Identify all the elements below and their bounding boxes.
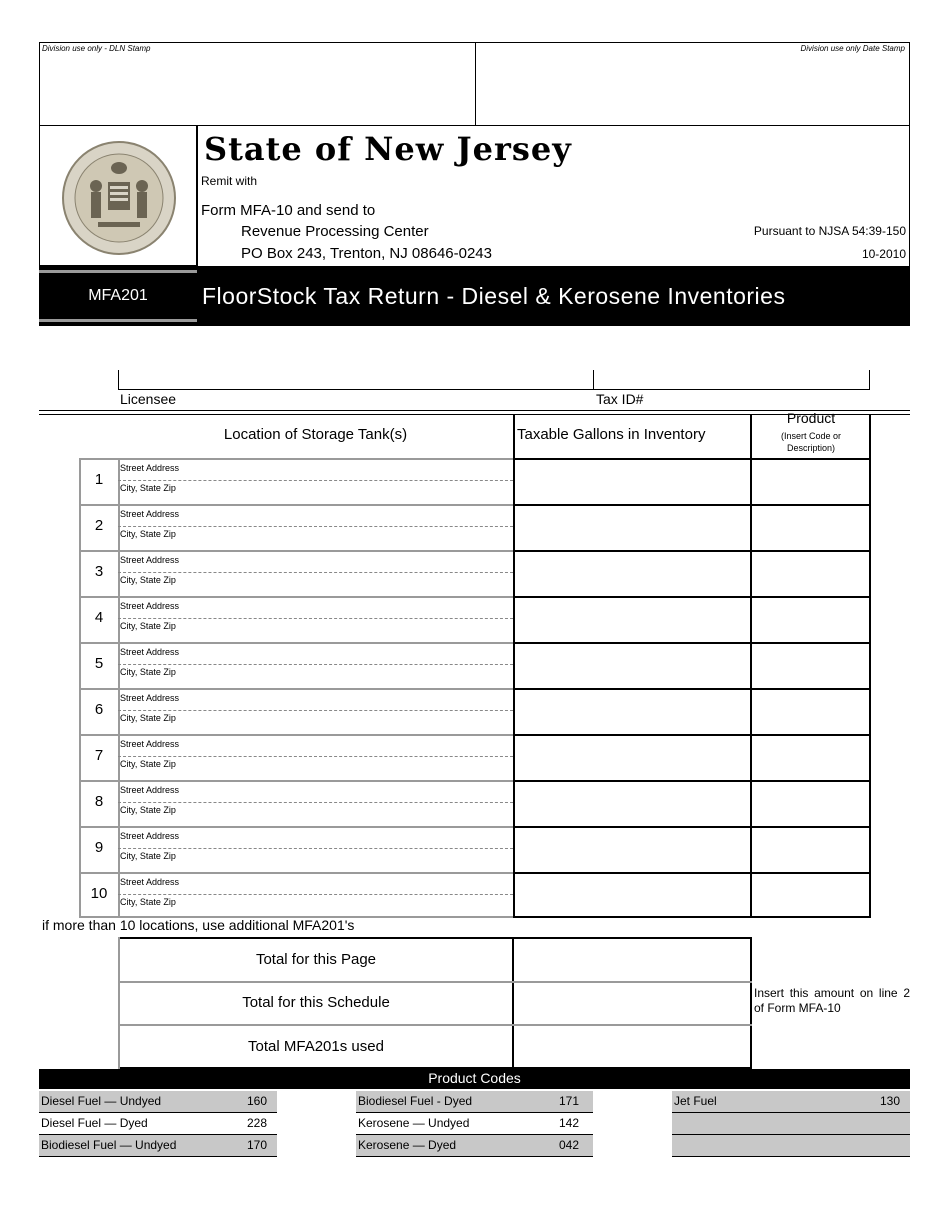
street-address-label: Street Address	[120, 877, 180, 887]
total-used-label: Total MFA201s used	[248, 1038, 384, 1055]
row-number: 3	[94, 563, 104, 580]
street-address-input[interactable]	[180, 553, 510, 571]
product-code: 228	[246, 1116, 267, 1130]
additional-forms-note: if more than 10 locations, use additional MFA201's	[42, 917, 355, 933]
taxid-field[interactable]	[594, 370, 869, 389]
product-code: 042	[558, 1138, 579, 1152]
row-number: 10	[90, 885, 108, 902]
street-address-label: Street Address	[120, 509, 180, 519]
city-state-zip-label: City, State Zip	[120, 759, 176, 769]
product-code: 142	[558, 1116, 579, 1130]
product-code-row	[672, 1113, 910, 1135]
total-schedule-input[interactable]	[514, 983, 750, 1024]
form-title: FloorStock Tax Return - Diesel & Kerosene Inventories	[202, 283, 786, 309]
street-address-input[interactable]	[180, 783, 510, 801]
product-input[interactable]	[751, 550, 871, 596]
gallons-input[interactable]	[513, 780, 752, 826]
city-state-zip-label: City, State Zip	[120, 483, 176, 493]
city-state-zip-label: City, State Zip	[120, 897, 176, 907]
pursuant-text: Pursuant to NJSA 54:39-150	[753, 224, 906, 238]
product-name: Kerosene — Undyed	[358, 1116, 470, 1130]
product-name: Diesel Fuel — Undyed	[41, 1094, 162, 1108]
total-page-input[interactable]	[514, 939, 750, 981]
date-stamp-label: Division use only Date Stamp	[800, 44, 905, 53]
form-id: MFA201	[88, 287, 148, 304]
product-input[interactable]	[751, 780, 871, 826]
taxid-label: Tax ID#	[596, 391, 644, 407]
street-address-input[interactable]	[180, 737, 510, 755]
stamp-area	[39, 42, 910, 126]
state-title: State of New Jersey	[204, 130, 572, 168]
total-page-label: Total for this Page	[255, 951, 377, 968]
col-gallons-header: Taxable Gallons in Inventory	[517, 426, 706, 443]
product-code-row	[672, 1091, 910, 1113]
city-state-zip-input[interactable]	[180, 482, 510, 501]
city-state-zip-label: City, State Zip	[120, 805, 176, 815]
product-input[interactable]	[751, 826, 871, 872]
product-code-row	[39, 1113, 277, 1135]
city-state-zip-label: City, State Zip	[120, 529, 176, 539]
street-address-input[interactable]	[180, 507, 510, 525]
gallons-input[interactable]	[513, 504, 752, 550]
row-number: 2	[94, 517, 104, 534]
city-state-zip-input[interactable]	[180, 896, 510, 915]
product-input[interactable]	[751, 872, 871, 918]
street-address-input[interactable]	[180, 691, 510, 709]
product-code: 130	[879, 1094, 900, 1108]
nj-seal-icon	[40, 126, 198, 266]
licensee-field[interactable]	[119, 370, 593, 389]
product-input[interactable]	[751, 458, 871, 504]
city-state-zip-label: City, State Zip	[120, 851, 176, 861]
row-number: 5	[94, 655, 104, 672]
product-code-row	[356, 1091, 593, 1113]
city-state-zip-input[interactable]	[180, 758, 510, 777]
product-input[interactable]	[751, 596, 871, 642]
product-name: Biodiesel Fuel — Undyed	[41, 1138, 177, 1152]
gallons-input[interactable]	[513, 550, 752, 596]
form-id-box	[39, 266, 197, 326]
product-name: Diesel Fuel — Dyed	[41, 1116, 148, 1130]
col-product-header: Product	[786, 410, 836, 426]
header	[197, 126, 910, 266]
product-code: 170	[246, 1138, 267, 1152]
remit-with: Remit with	[201, 174, 258, 188]
gallons-input[interactable]	[513, 872, 752, 918]
street-address-input[interactable]	[180, 461, 510, 479]
product-name: Kerosene — Dyed	[358, 1138, 457, 1152]
city-state-zip-input[interactable]	[180, 528, 510, 547]
total-used-input[interactable]	[514, 1026, 750, 1067]
seal-box	[39, 126, 197, 266]
product-name: Biodiesel Fuel - Dyed	[358, 1094, 473, 1108]
street-address-input[interactable]	[180, 645, 510, 663]
gallons-input[interactable]	[513, 734, 752, 780]
gallons-input[interactable]	[513, 826, 752, 872]
gallons-input[interactable]	[513, 458, 752, 504]
row-number: 8	[94, 793, 104, 810]
row-number: 6	[94, 701, 104, 718]
col-location-header: Location of Storage Tank(s)	[223, 426, 408, 443]
street-address-label: Street Address	[120, 693, 180, 703]
street-address-label: Street Address	[120, 785, 180, 795]
row-number: 7	[94, 747, 104, 764]
street-address-label: Street Address	[120, 555, 180, 565]
col-product-note: (Insert Code or Description)	[780, 431, 842, 453]
city-state-zip-input[interactable]	[180, 620, 510, 639]
row-number: 4	[94, 609, 104, 626]
gallons-input[interactable]	[513, 596, 752, 642]
product-code-row	[356, 1113, 593, 1135]
city-state-zip-label: City, State Zip	[120, 667, 176, 677]
product-input[interactable]	[751, 504, 871, 550]
street-address-label: Street Address	[120, 601, 180, 611]
gallons-input[interactable]	[513, 642, 752, 688]
row-number: 9	[94, 839, 104, 856]
city-state-zip-input[interactable]	[180, 804, 510, 823]
product-code-row	[39, 1091, 277, 1113]
city-state-zip-label: City, State Zip	[120, 621, 176, 631]
licensee-label: Licensee	[120, 391, 177, 407]
dln-stamp-label: Division use only - DLN Stamp	[42, 44, 151, 53]
product-input[interactable]	[751, 734, 871, 780]
city-state-zip-input[interactable]	[180, 712, 510, 731]
street-address-label: Street Address	[120, 831, 180, 841]
gallons-input[interactable]	[513, 688, 752, 734]
processing-center: Revenue Processing Center	[241, 223, 429, 240]
product-code-row	[39, 1135, 277, 1157]
product-code: 171	[558, 1094, 579, 1108]
city-state-zip-input[interactable]	[180, 850, 510, 869]
product-code: 160	[246, 1094, 267, 1108]
total-schedule-label: Total for this Schedule	[242, 994, 390, 1011]
product-name: Jet Fuel	[674, 1094, 717, 1108]
product-code-row	[672, 1135, 910, 1157]
product-codes-title: Product Codes	[428, 1070, 521, 1086]
city-state-zip-label: City, State Zip	[120, 575, 176, 585]
city-state-zip-input[interactable]	[180, 666, 510, 685]
product-code-row	[356, 1135, 593, 1157]
street-address-label: Street Address	[120, 463, 180, 473]
street-address-label: Street Address	[120, 647, 180, 657]
street-address-input[interactable]	[180, 829, 510, 847]
city-state-zip-input[interactable]	[180, 574, 510, 593]
product-input[interactable]	[751, 642, 871, 688]
product-input[interactable]	[751, 688, 871, 734]
street-address-input[interactable]	[180, 599, 510, 617]
street-address-label: Street Address	[120, 739, 180, 749]
revision-date: 10-2010	[861, 247, 906, 261]
insert-note: Insert this amount on line 2 of Form MFA-10	[754, 986, 910, 1015]
row-number: 1	[94, 471, 104, 488]
form-send-line: Form MFA-10 and send to	[201, 202, 376, 219]
street-address-input[interactable]	[180, 875, 510, 893]
po-box: PO Box 243, Trenton, NJ 08646-0243	[241, 245, 492, 262]
city-state-zip-label: City, State Zip	[120, 713, 176, 723]
